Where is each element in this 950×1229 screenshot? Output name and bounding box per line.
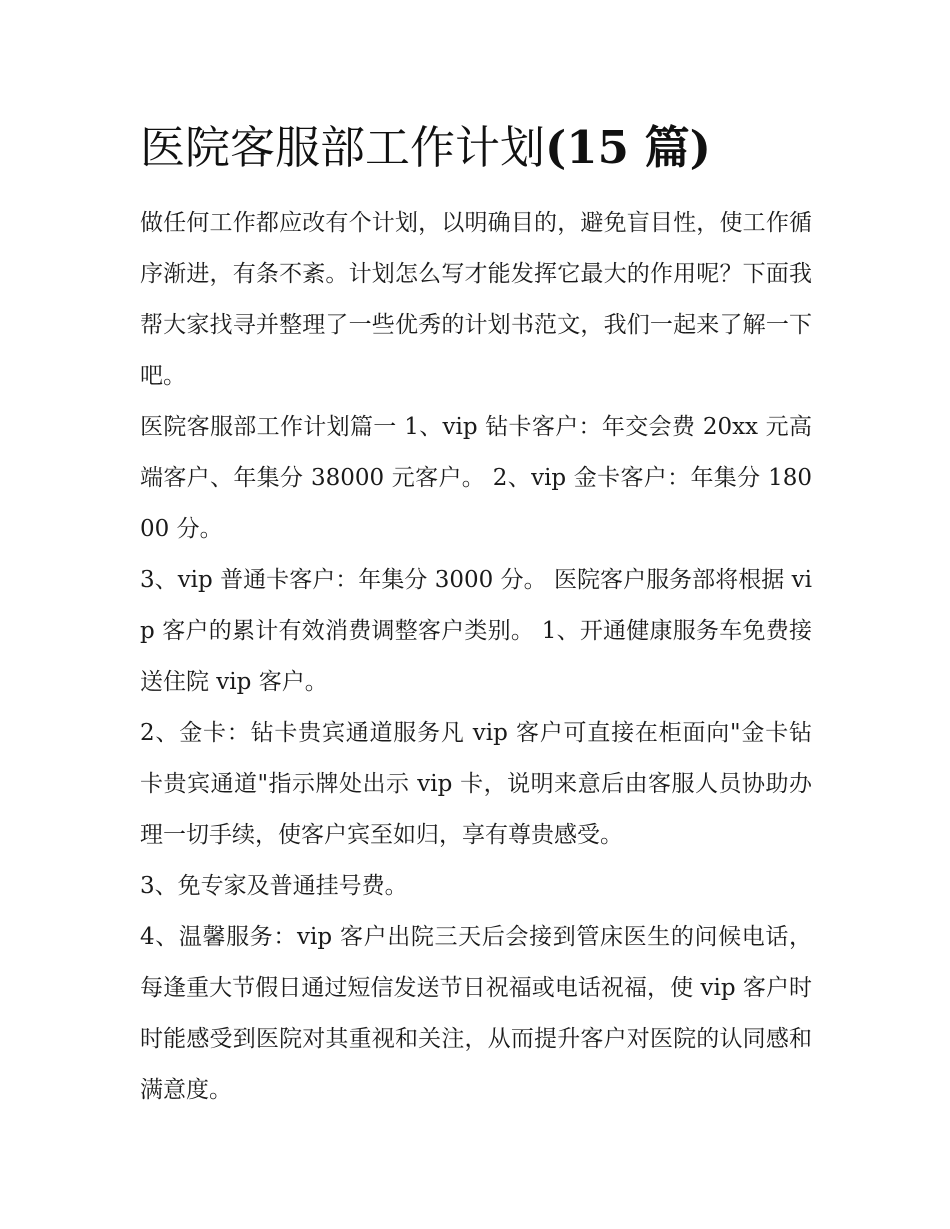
document-title-main: 医院客服部工作计划 xyxy=(140,121,546,174)
document-title-suffix: (15 篇) xyxy=(545,121,711,174)
document-body xyxy=(140,112,812,1116)
paragraph-card-tiers: 医院客服部工作计划篇一 1、vip 钻卡客户：年交会费 20xx 元高端客户、年集分 38000 元客户。 2、vip 金卡客户：年集分 18000 分。 xyxy=(140,414,812,542)
paragraph-vip-channel: 2、金卡：钻卡贵宾通道服务凡 vip 客户可直接在柜面向"金卡钻卡贵宾通道"指示牌处出示 vip 卡，说明来意后由客服人员协助办理一切手续，使客户宾至如归，享有尊贵感受。 xyxy=(140,720,812,848)
paragraph-intro: 做任何工作都应改有个计划，以明确目的，避免盲目性，使工作循序渐进，有条不紊。计划怎么写才能发挥它最大的作用呢？下面我帮大家找寻并整理了一些优秀的计划书范文，我们一起来了解一下吧。 xyxy=(140,210,812,389)
paragraph-normal-card: 3、vip 普通卡客户：年集分 3000 分。 医院客户服务部将根据 vip 客户的累计有效消费调整客户类别。 1、开通健康服务车免费接送住院 vip 客户。 xyxy=(140,567,812,695)
paragraph-registration-fee: 3、免专家及普通挂号费。 xyxy=(140,873,408,899)
document-title xyxy=(140,112,812,184)
paragraph-warm-service: 4、温馨服务：vip 客户出院三天后会接到管床医生的问候电话，每逢重大节假日通过短信发送节日祝福或电话祝福，使 vip 客户时时能感受到医院对其重视和关注，从而提升客户对医院的认同感和满意度。 xyxy=(140,924,812,1103)
